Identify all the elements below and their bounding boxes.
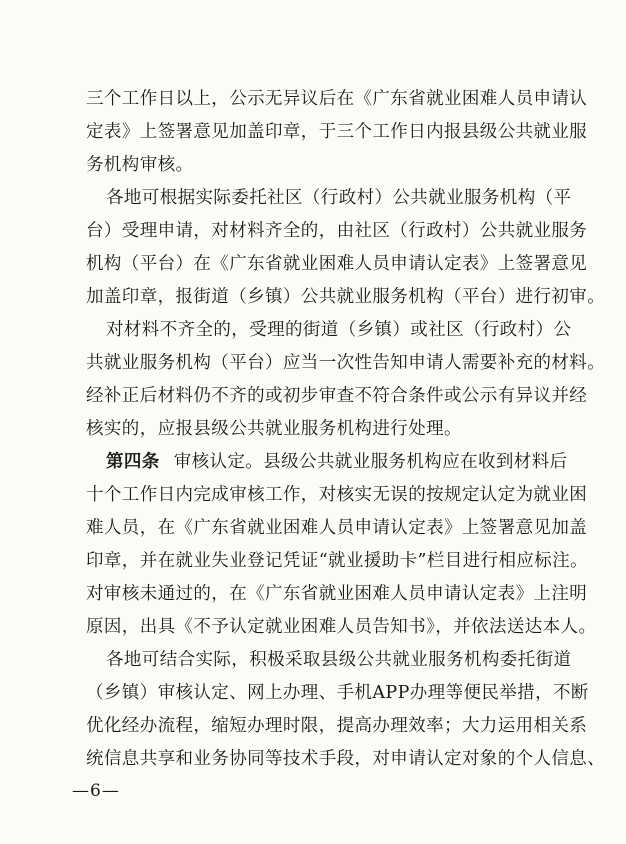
article-first-line [106, 454, 568, 472]
text-line: 原因，出具《不予认定就业困难人员告知书》，并依法送达本人。 [86, 617, 597, 637]
text-line: 三个工作日以上，公示无异议后在《广东省就业困难人员申请认 [86, 89, 588, 109]
text-line: 十个工作日内完成审核工作，对核实无误的按规定认定为就业困 [86, 485, 588, 505]
page-number: —6— [72, 781, 120, 801]
text-line: （乡镇）审核认定、网上办理、手机APP办理等便民举措，不断 [86, 683, 589, 703]
text-line: 加盖印章，报街道（乡镇）公共就业服务机构（平台）进行初审。 [86, 287, 606, 307]
article-text: 审核认定。县级公共就业服务机构应在收到材料后 [173, 452, 568, 472]
paragraph-first-line: 对材料不齐全的，受理的街道（乡镇）或社区（行政村）公 [106, 320, 572, 340]
text-line: 统信息共享和业务协同等技术手段，对申请认定对象的个人信息、 [86, 749, 606, 769]
text-line: 核实的，应报县级公共就业服务机构进行处理。 [86, 419, 462, 439]
text-line: 优化经办流程，缩短办理时限，提高办理效率；大力运用相关系 [86, 716, 588, 736]
paragraph-first-line: 各地可结合实际，积极采取县级公共就业服务机构委托街道 [106, 650, 572, 670]
text-line: 定表》上签署意见加盖印章，于三个工作日内报县级公共就业服 [86, 122, 588, 142]
paragraph-first-line: 各地可根据实际委托社区（行政村）公共就业服务机构（平 [106, 188, 572, 208]
text-line: 对审核未通过的，在《广东省就业困难人员申请认定表》上注明 [86, 584, 588, 604]
text-line: 台）受理申请，对材料齐全的，由社区（行政村）公共就业服务 [86, 221, 588, 241]
text-line: 共就业服务机构（平台）应当一次性告知申请人需要补充的材料。 [86, 353, 606, 373]
text-line: 经补正后材料仍不齐的或初步审查不符合条件或公示有异议并经 [86, 386, 588, 406]
text-line: 机构（平台）在《广东省就业困难人员申请认定表》上签署意见 [86, 254, 588, 274]
article-label: 第四条 [106, 452, 160, 472]
text-line: 务机构审核。 [86, 155, 194, 175]
text-line: 印章，并在就业失业登记凭证“就业援助卡”栏目进行相应标注。 [86, 551, 588, 571]
text-line: 难人员，在《广东省就业困难人员申请认定表》上签署意见加盖 [86, 518, 588, 538]
